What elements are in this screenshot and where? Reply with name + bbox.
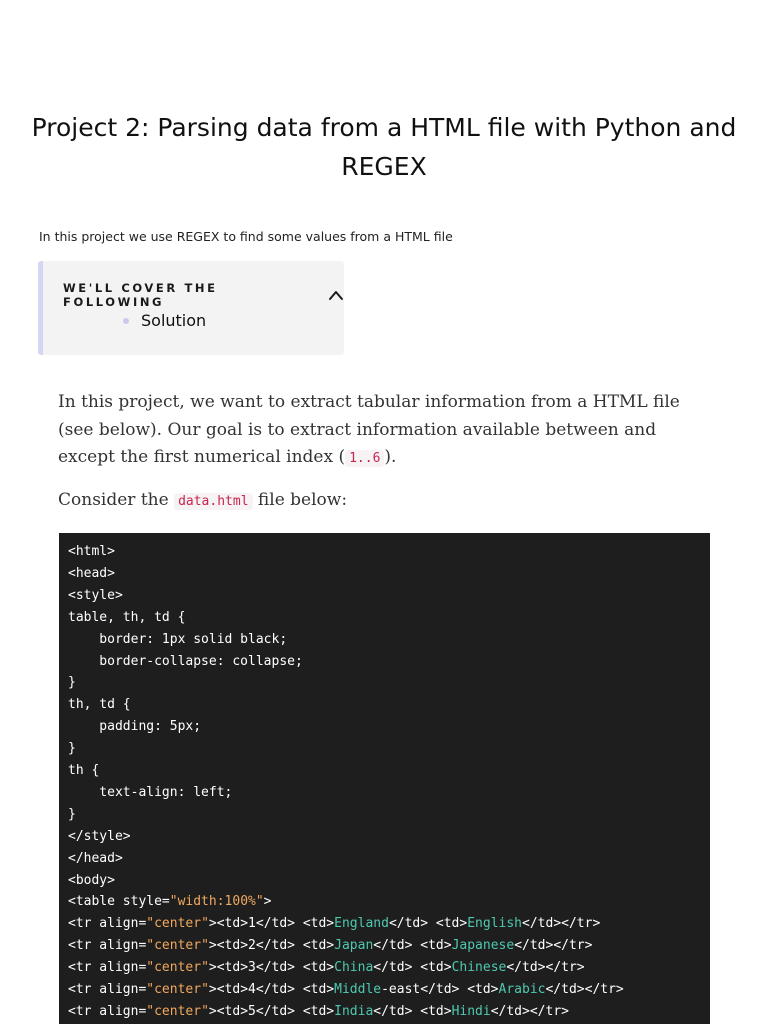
code-line: <body>	[68, 872, 115, 888]
code-line: <tr align="center"><td>5</td> <td>India</td> <td>Hindi</td></tr>	[68, 1003, 569, 1019]
code-line: table, th, td {	[68, 609, 186, 625]
code-line: <style>	[68, 587, 123, 603]
cover-toggle[interactable]	[63, 281, 344, 309]
code-line: <tr align="center"><td>2</td> <td>Japan</td> <td>Japanese</td></tr>	[68, 938, 593, 954]
cover-item-solution[interactable]	[121, 311, 206, 330]
paragraph-text: Consider the	[58, 490, 175, 510]
paragraph-text-end: file below:	[252, 490, 348, 510]
code-line: </head>	[68, 850, 123, 866]
paragraph-text: In this project, we want to extract tabular information from a HTML file (see below). Our goal is to extract information available between and except the first numerical index (	[58, 392, 680, 467]
code-line: th, td {	[68, 697, 131, 713]
bullet-icon	[123, 318, 129, 324]
code-line: th {	[68, 763, 100, 778]
code-line: <table style="width:100%">	[68, 894, 272, 910]
inline-code-filename: data.html	[174, 493, 252, 510]
cover-heading: WE'LL COVER THE FOLLOWING	[63, 281, 218, 309]
code-line: <head>	[68, 565, 115, 581]
code-line: }	[68, 675, 76, 691]
intro-text: In this project we use REGEX to find some values from a HTML file	[39, 229, 453, 244]
page-title: Project 2: Parsing data from a HTML file with Python and REGEX	[31, 113, 737, 181]
code-line: border-collapse: collapse;	[68, 653, 303, 669]
cover-box	[38, 261, 344, 355]
code-line: border: 1px solid black;	[68, 631, 288, 647]
code-line: }	[68, 806, 76, 822]
code-line: <tr align="center"><td>1</td> <td>England</td> <td>English</td></tr>	[68, 916, 601, 932]
code-line: text-align: left;	[68, 784, 233, 800]
paragraph-text-end: ).	[384, 447, 397, 467]
code-block[interactable]	[59, 533, 710, 1024]
code-line: </style>	[68, 828, 131, 844]
code-line: <tr align="center"><td>4</td> <td>Middle-east</td> <td>Arabic</td></tr>	[68, 982, 624, 997]
code-line: padding: 5px;	[68, 719, 202, 735]
consider-paragraph	[58, 487, 708, 516]
chevron-up-icon[interactable]	[328, 289, 344, 301]
code-line: <html>	[68, 544, 115, 559]
code-line: }	[68, 741, 76, 757]
code-line: <tr align="center"><td>3</td> <td>China</td> <td>Chinese</td></tr>	[68, 960, 585, 976]
cover-item-label: Solution	[141, 311, 207, 330]
inline-code: 1..6	[345, 450, 384, 467]
description-paragraph	[58, 389, 708, 473]
